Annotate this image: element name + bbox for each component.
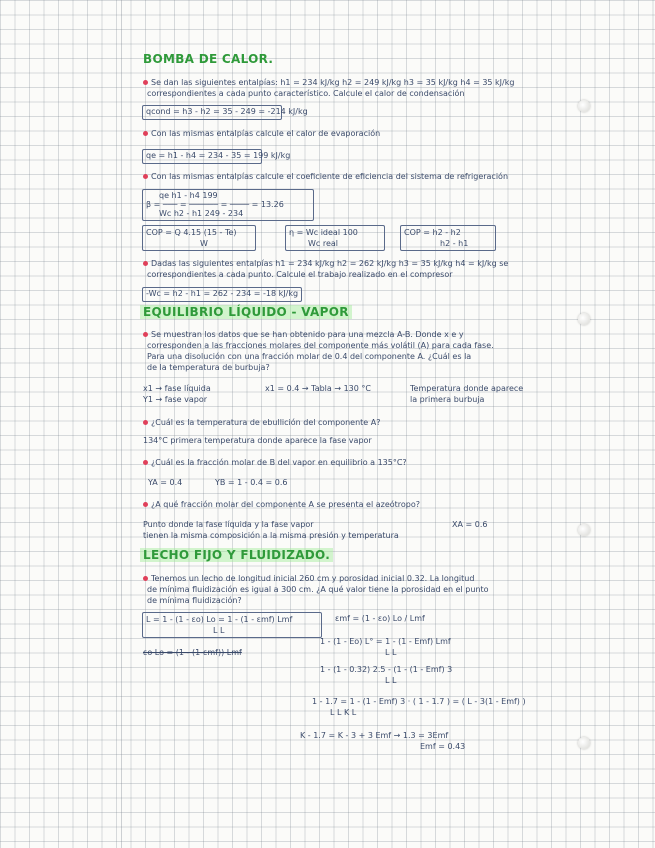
cop1-denominator: W xyxy=(200,239,208,248)
binder-hole xyxy=(578,100,590,112)
bullet-icon xyxy=(143,332,148,337)
beta-equation: β = ─── = ────── = ──── = 13.26 xyxy=(146,200,284,209)
bullet-icon xyxy=(143,576,148,581)
binder-hole xyxy=(578,524,590,536)
eta-formula: η = Wc ideal 100 xyxy=(289,228,358,237)
x1-value: x1 = 0.4 → Tabla → 130 °C xyxy=(265,384,371,393)
lecho-intro-line2: de mínima fluidización es igual a 300 cm. ¿A qué valor tiene la porosidad en el punto xyxy=(147,585,489,594)
lecho-eq1b: εmf = (1 - εo) Lo / Lmf xyxy=(335,614,425,623)
lecho-eq4: 1 - 1.7 = 1 - (1 - Emf) 3 · ( 1 - 1.7 ) = ( L - 3(1 - Emf) ) xyxy=(312,697,526,706)
bullet-icon xyxy=(143,174,148,179)
lecho-eq2-den: L L xyxy=(385,648,397,657)
lecho-intro-line3: de mínima fluidización? xyxy=(147,596,242,605)
eta-denominator: Wc real xyxy=(308,239,339,248)
equilibrio-answer-3b: YB = 1 - 0.4 = 0.6 xyxy=(215,478,288,487)
bullet-icon xyxy=(143,502,148,507)
bomba-question-3: Con las mismas entalpías calcule el coeficiente de eficiencia del sistema de refrigeración xyxy=(143,172,508,182)
equilibrio-answer-3a: YA = 0.4 xyxy=(148,478,183,487)
bomba-question-4-line1: Dadas las siguientes entalpías h1 = 234 kJ/kg h2 = 262 kJ/kg h3 = 35 kJ/kg h4 = kJ/kg se xyxy=(143,259,508,269)
qe-equation: qe = h1 - h4 = 234 - 35 = 199 kJ/kg xyxy=(146,151,291,160)
binder-hole xyxy=(578,313,590,325)
temp-note-line2: la primera burbuja xyxy=(410,395,485,404)
cop2-denominator: h2 - h1 xyxy=(440,239,469,248)
equilibrio-answer-4a: Punto donde la fase líquida y la fase vapor xyxy=(143,520,314,529)
equilibrio-answer-4b: tienen la misma composición a la misma presión y temperatura xyxy=(143,531,399,540)
bullet-icon xyxy=(143,131,148,136)
equilibrio-question-2: ¿Cuál es la temperatura de ebullición del componente A? xyxy=(143,418,380,428)
lecho-eq3: 1 - (1 - 0.32) 2.5 - (1 - (1 - Emf) 3 xyxy=(320,665,453,674)
wc-equation: -Wc = h2 - h1 = 262 - 234 = -18 kJ/kg xyxy=(146,289,299,298)
section-title-equilibrio: EQUILIBRIO LÍQUIDO - VAPOR xyxy=(140,305,352,319)
lecho-eq1-den: L L xyxy=(213,626,225,635)
bullet-icon xyxy=(143,80,148,85)
bullet-icon xyxy=(143,460,148,465)
lecho-eq6: Emf = 0.43 xyxy=(420,742,466,751)
beta-denominators: Wc h2 - h1 249 - 234 xyxy=(159,209,244,218)
bullet-icon xyxy=(143,261,148,266)
bomba-question-4-line2: correspondientes a cada punto. Calcule el trabajo realizado en el compresor xyxy=(147,270,453,279)
bomba-intro-line2: correspondientes a cada punto característico. Calcule el calor de condensación xyxy=(147,89,465,98)
y1-definition: Y1 → fase vapor xyxy=(143,395,208,404)
lecho-strikethrough: εo Lo = (1 - (1-εmf)) Lmf xyxy=(143,648,242,657)
temp-note-line1: Temperatura donde aparece xyxy=(410,384,524,393)
bomba-question-2: Con las mismas entalpías calcule el calor de evaporación xyxy=(143,129,380,139)
margin-line xyxy=(121,0,122,848)
equilibrio-question-3: ¿Cuál es la fracción molar de B del vapor en equilibrio a 135°C? xyxy=(143,458,407,468)
lecho-eq4-den: L L K L xyxy=(330,708,357,717)
beta-numerators: qe h1 - h4 199 xyxy=(159,191,218,200)
cop1-formula: COP = Q 4.15 (15 - Te) xyxy=(146,228,237,237)
bomba-intro-line1: Se dan las siguientes entalpías: h1 = 234 kJ/kg h2 = 249 kJ/kg h3 = 35 kJ/kg h4 = 35 kJ/kg xyxy=(143,78,514,88)
lecho-eq1: L = 1 - (1 - εo) Lo = 1 - (1 - εmf) Lmf xyxy=(146,615,293,624)
binder-hole xyxy=(578,737,590,749)
lecho-intro-line1: Tenemos un lecho de longitud inicial 260 cm y porosidad inicial 0.32. La longitud xyxy=(143,574,474,584)
lecho-eq3-den: L L xyxy=(385,676,397,685)
equilibrio-intro-line3: Para una disolución con una fracción molar de 0.4 del componente A. ¿Cuál es la xyxy=(147,352,472,361)
cop2-formula: COP = h2 - h2 xyxy=(404,228,461,237)
section-title-bomba: BOMBA DE CALOR. xyxy=(143,52,274,66)
equilibrio-answer-4c: XA = 0.6 xyxy=(452,520,488,529)
lecho-eq5: K - 1.7 = K - 3 + 3 Emf → 1.3 = 3Emf xyxy=(300,731,449,740)
x1-definition: x1 → fase líquida xyxy=(143,384,211,393)
bullet-icon xyxy=(143,420,148,425)
equilibrio-intro-line2: corresponden a las fracciones molares del componente más volátil (A) para cada fase. xyxy=(147,341,494,350)
section-title-lecho: LECHO FIJO Y FLUIDIZADO. xyxy=(140,548,333,562)
equilibrio-intro-line1: Se muestran los datos que se han obtenido para una mezcla A-B. Donde x e y xyxy=(143,330,464,340)
equilibrio-intro-line4: de la temperatura de burbuja? xyxy=(147,363,270,372)
equilibrio-answer-2: 134°C primera temperatura donde aparece la fase vapor xyxy=(143,436,372,445)
qcond-equation: qcond = h3 - h2 = 35 - 249 = -214 kJ/kg xyxy=(146,107,308,116)
equilibrio-question-4: ¿A qué fracción molar del componente A se presenta el azeótropo? xyxy=(143,500,420,510)
lecho-eq2: 1 - (1 - Eo) L° = 1 - (1 - Emf) Lmf xyxy=(320,637,451,646)
